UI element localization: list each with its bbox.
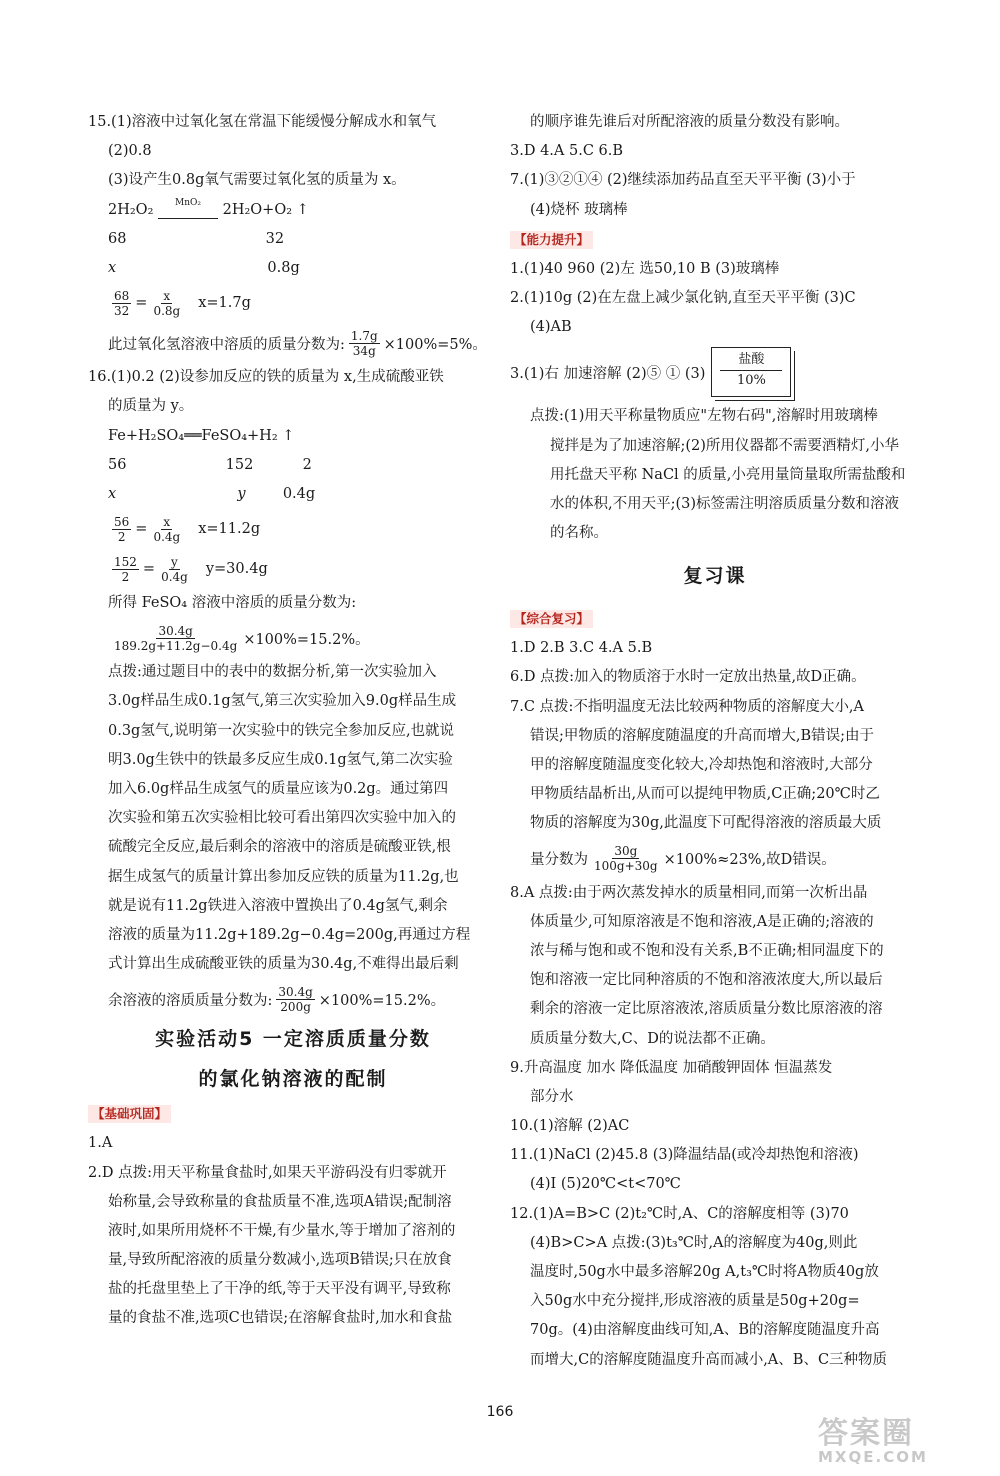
frac-den: 2 [121, 569, 130, 584]
text-line: 温度时,50g水中最多溶解20g A,t₃℃时将A物质40g放 [530, 1264, 879, 1280]
q16-get-line: 所得 FeSO₄ 溶液中溶质的质量分数为: [108, 595, 357, 612]
text-line: 0.3g氢气,说明第一次实验中的铁完全参加反应,也就说 [108, 722, 455, 739]
text: 量分数为 [530, 852, 588, 869]
text-line: 明3.0g生铁中的铁最多反应生成0.1g氢气,第二次实验 [108, 751, 453, 768]
value-32: 32 [265, 230, 285, 247]
frac-den: 0.8g [153, 303, 181, 318]
q15-ratio-row1 [88, 225, 498, 254]
text-line: 70g。(4)由溶解度曲线可知,A、B的溶解度随温度升高 [530, 1322, 880, 1339]
frac-num: 30.4g [278, 984, 313, 999]
text-line: 而增大,C的溶解度随温度升高而减小,A、B、C三种物质 [530, 1351, 888, 1368]
q16-last-line [88, 979, 498, 1019]
text-line: 据生成氢气的质量计算出参加反应铁的质量为11.2g,也 [108, 868, 459, 885]
review-8 [510, 879, 920, 1054]
review-11a: 11.(1)NaCl (2)45.8 (3)降温结晶(或冷却热饱和溶液) [510, 1147, 859, 1164]
text-line: 量的食盐不准,选项C也错误;在溶解食盐时,加水和食盐 [108, 1310, 453, 1327]
text-line: 盐的托盘里垫上了干净的纸,等于天平没有调平,导致称 [108, 1281, 451, 1298]
text-line: 饱和溶液一定比同种溶质的不饱和溶液浓度大,所以最后 [530, 972, 883, 989]
answer-7b: (4)烧杯 玻璃棒 [530, 201, 628, 218]
review-9a: 9.升高温度 加水 降低温度 加硝酸钾固体 恒温蒸发 [510, 1059, 833, 1076]
frac-num: 30.4g [158, 623, 193, 638]
value: x [108, 485, 117, 502]
q15-equation [88, 196, 498, 225]
q15-line1: 15.(1)溶液中过氧化氢在常温下能缓慢分解成水和氧气 [88, 114, 437, 130]
q15-conclusion [88, 323, 498, 363]
q15-line3: (3)设产生0.8g氧气需要过氧化氢的质量为 x。 [108, 172, 406, 189]
text: ×100%=15.2%。 [318, 992, 446, 1009]
ability-3-tip [510, 402, 920, 548]
q16-equation: Fe+H₂SO₄══FeSO₄+H₂ ↑ [108, 427, 295, 444]
label-top: 盐酸 [720, 350, 782, 371]
text-line: 搅拌是为了加速溶解;(2)所用仪器都不需要酒精灯,小华 [550, 437, 900, 454]
review-12 [510, 1200, 920, 1375]
text-line: 3.0g样品生成0.1g氢气,第三次实验加入9.0g样品生成 [108, 693, 457, 710]
q16-line1: 16.(1)0.2 (2)设参加反应的铁的质量为 x,生成硫酸亚铁 [88, 369, 444, 386]
text: 余溶液的溶质质量分数为: [108, 992, 273, 1009]
text-line: 错误;甲物质的溶解度随温度的升高而增大,B错误;由于 [530, 727, 875, 744]
q15-proportion: $\frac{68}{32}$ = $\frac{x}{0.8g}$ x=1.7g [114, 288, 251, 318]
text-line: 入50g水中充分搅拌,形成溶液的质量是50g+20g= [530, 1293, 860, 1310]
frac-den: 100g+30g [594, 859, 658, 874]
continuation: 的顺序谁先谁后对所配溶液的质量分数没有影响。 [530, 114, 849, 130]
text-line: (4)B>C>A 点拨:(3)t₃℃时,A的溶解度为40g,则此 [530, 1234, 858, 1251]
text-line: 就是说有11.2g铁进入溶液中置换出了0.4g氢气,剩余 [108, 897, 448, 914]
review-title: 复习课 [683, 565, 747, 588]
q16-proportion-x: $\frac{56}{2}$ = $\frac{x}{0.4g}$ x=11.2g [114, 514, 261, 544]
answer-3-6: 3.D 4.A 5.C 6.B [510, 143, 624, 160]
section-tag-ability: 【能力提升】 [510, 231, 593, 249]
ability-2a: 2.(1)10g (2)在左盘上减少氯化钠,直至天平平衡 (3)C [510, 289, 856, 306]
result: y=30.4g [205, 561, 268, 578]
frac-den: 0.4g [161, 569, 188, 584]
ability-2b: (4)AB [530, 319, 572, 336]
frac-num: 152 [114, 554, 137, 569]
section-tag-basic: 【基础巩固】 [88, 1105, 171, 1123]
text-line: 点拨:通过题目中的表中的数据分析,第一次实验加入 [108, 664, 437, 681]
q15-ratio-row2 [88, 254, 498, 283]
frac-den: 0.4g [153, 529, 181, 544]
q16-ratio-row1 [88, 451, 498, 480]
frac-num: 68 [114, 288, 130, 303]
frac-num: 30g [614, 844, 638, 859]
text-line: 7.C 点拨:不指明温度无法比较两种物质的溶解度大小,A [510, 698, 865, 715]
text-line: 质质量分数大,C、D的说法都不正确。 [530, 1030, 775, 1047]
text-line: 体质量少,可知原溶液是不饱和溶液,A是正确的;溶液的 [530, 913, 874, 930]
text-line: 8.A 点拨:由于两次蒸发掉水的质量相同,而第一次析出晶 [510, 884, 868, 901]
text: ×100%=5%。 [383, 336, 487, 353]
eq-reactant: 2H₂O₂ [108, 201, 154, 218]
q16-proportion-y: $\frac{152}{2}$ = $\frac{y}{0.4g}$ y=30.4g [114, 554, 268, 584]
review-11b: (4)Ⅰ (5)20℃<t<70℃ [530, 1176, 681, 1193]
answer-7a: 7.(1)③②①④ (2)继续添加药品直至天平平衡 (3)小于 [510, 172, 856, 189]
value-0.8g: 0.8g [267, 259, 300, 276]
experiment-title-line1: 实验活动5 一定溶质质量分数 [155, 1028, 431, 1051]
text-line: 甲物质结晶析出,从而可以提纯甲物质,C正确;20℃时乙 [530, 786, 880, 803]
reagent-label [711, 347, 791, 397]
watermark-line2: MXQE.COM [818, 1448, 928, 1466]
text-line: 12.(1)A=B>C (2)t₂℃时,A、C的溶解度相等 (3)70 [510, 1205, 849, 1222]
text-line: 式计算出生成硫酸亚铁的质量为30.4g,不难得出最后剩 [108, 956, 459, 973]
watermark [818, 1408, 928, 1466]
text-line: 2.D 点拨:用天平称量食盐时,如果天平游码没有归零就开 [88, 1164, 447, 1181]
value-68: 68 [108, 230, 127, 247]
value-x: x [108, 259, 117, 276]
eq-products: 2H₂O+O₂ ↑ [222, 201, 309, 218]
q15-line2: (2)0.8 [108, 143, 152, 160]
review-9b: 部分水 [530, 1088, 574, 1105]
text-line: 液时,如果所用烧杯不干燥,有少量水,等于增加了溶剂的 [108, 1222, 456, 1239]
q16-line2: 的质量为 y。 [108, 398, 194, 415]
text-line: 始称量,会导致称量的食盐质量不准,选项A错误;配制溶 [108, 1193, 452, 1210]
page-number: 166 [486, 1404, 514, 1420]
frac-num: y [171, 554, 178, 569]
review-7 [510, 693, 920, 839]
value: y [237, 485, 246, 502]
right-column [510, 108, 920, 1375]
watermark-line1: 答案圈 [818, 1416, 914, 1451]
frac-num: 56 [114, 514, 130, 529]
value: 0.4g [282, 485, 316, 502]
result: x=1.7g [198, 295, 251, 312]
value: 2 [302, 456, 312, 473]
text-line: 硫酸完全反应,最后剩余的溶液中的溶质是硫酸亚铁,根 [108, 839, 451, 856]
text-line: 用托盘天平称 NaCl 的质量,小亮用量筒量取所需盐酸和 [550, 466, 906, 483]
text-line: 水的体积,不用天平;(3)标签需注明溶质质量分数和溶液 [550, 495, 900, 512]
review-1-5: 1.D 2.B 3.C 4.A 5.B [510, 640, 653, 657]
section-tag-review: 【综合复习】 [510, 610, 593, 628]
ability-3-text: 3.(1)右 加速溶解 (2)⑤ ① (3) [510, 365, 706, 382]
text-line: 浓与稀与饱和或不饱和没有关系,B不正确;相同温度下的 [530, 942, 884, 959]
eq-catalyst: MnO₂ [175, 197, 201, 208]
q16-ratio-row2 [88, 480, 498, 509]
ability-3 [510, 342, 920, 402]
q16-final-fraction [88, 618, 498, 658]
frac-den: 200g [280, 999, 311, 1014]
answer-2 [88, 1159, 498, 1334]
answer-1: 1.A [88, 1135, 113, 1152]
text-line: 甲的溶解度随温度变化较大,冷却热饱和溶液时,大部分 [530, 757, 873, 773]
text-line: 点拨:(1)用天平称量物质应"左物右码",溶解时用玻璃棒 [530, 408, 878, 425]
review-6: 6.D 点拨:加入的物质溶于水时一定放出热量,故D正确。 [510, 669, 866, 686]
text-line: 加入6.0g样品生成氢气的质量应该为0.2g。通过第四 [108, 781, 449, 797]
frac-den: 2 [117, 529, 126, 544]
text-line: 溶液的质量为11.2g+189.2g−0.4g=200g,再通过方程 [108, 926, 471, 943]
left-column [88, 108, 498, 1334]
text: ×100%≈23%,故D错误。 [663, 852, 836, 869]
frac-den: 189.2g+11.2g−0.4g [114, 638, 238, 653]
value: 56 [108, 456, 127, 473]
text-line: 次实验和第五次实验相比较可看出第四次实验中加入的 [108, 810, 456, 827]
ability-1: 1.(1)40 960 (2)左 选50,10 B (3)玻璃棒 [510, 260, 780, 277]
text-line: 的名称。 [550, 525, 608, 542]
value: 152 [225, 456, 254, 473]
text: 此过氧化氢溶液中溶质的质量分数为: [108, 336, 345, 353]
frac-den: 34g [352, 343, 376, 358]
text: ×100%=15.2%。 [243, 631, 370, 648]
frac-num: x [163, 288, 171, 303]
frac-num: 1.7g [350, 328, 378, 343]
q16-tip [88, 658, 498, 979]
label-bottom: 10% [736, 373, 766, 389]
review-7-fraction [510, 839, 920, 879]
text-line: 剩余的溶液一定比原溶液浓,溶质质量分数比原溶液的溶 [530, 1001, 883, 1018]
review-10: 10.(1)溶解 (2)AC [510, 1118, 630, 1135]
result: x=11.2g [198, 521, 261, 538]
experiment-title-line2: 的氯化钠溶液的配制 [198, 1068, 388, 1091]
frac-num: x [163, 514, 171, 529]
text-line: 物质的溶解度为30g,此温度下可配得溶液的溶质最大质 [530, 815, 882, 832]
text-line: 量,导致所配溶液的质量分数减小,选项B错误;只在放食 [108, 1252, 452, 1269]
frac-den: 32 [114, 303, 130, 318]
